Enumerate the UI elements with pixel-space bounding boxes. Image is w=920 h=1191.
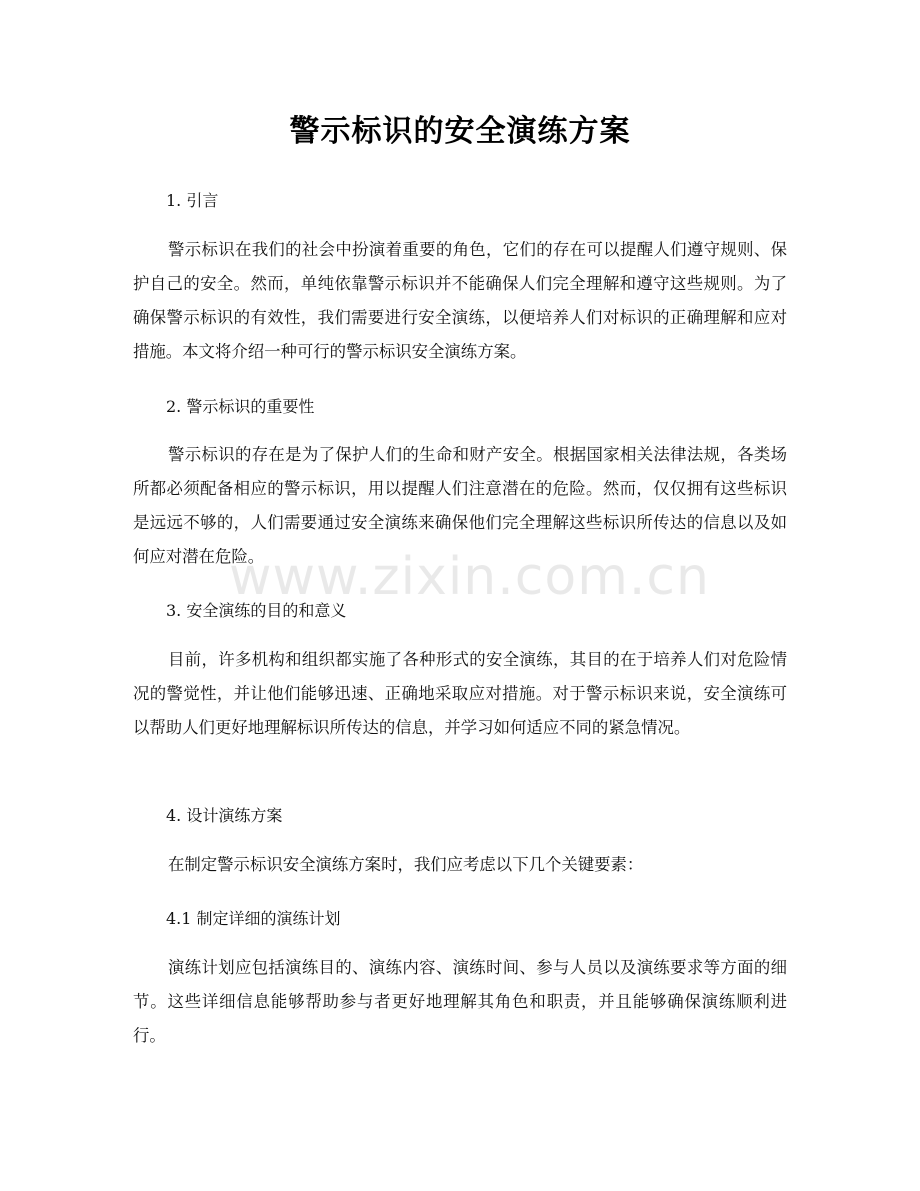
section-heading-introduction: 1. 引言 bbox=[166, 191, 219, 210]
paragraph-introduction: 警示标识在我们的社会中扮演着重要的角色，它们的存在可以提醒人们遵守规则、保护自己的安全。然而，单纯依靠警示标识并不能确保人们完全理解和遵守这些规则。为了确保警示标识的有效性，我们需要进行安全演练，以便培养人们对标识的正确理解和应对措施。本文将介绍一种可行的警示标识安全演练方案。 bbox=[133, 240, 787, 361]
paragraph-plan: 演练计划应包括演练目的、演练内容、演练时间、参与人员以及演练要求等方面的细节。这些详细信息能够帮助参与者更好地理解其角色和职责，并且能够确保演练顺利进行。 bbox=[133, 958, 787, 1045]
section-heading-purpose: 3. 安全演练的目的和意义 bbox=[166, 601, 347, 620]
section-heading-plan: 4.1 制定详细的演练计划 bbox=[166, 909, 341, 928]
paragraph-design: 在制定警示标识安全演练方案时，我们应考虑以下几个关键要素： bbox=[168, 855, 644, 874]
paragraph-importance: 警示标识的存在是为了保护人们的生命和财产安全。根据国家相关法律法规，各类场所都必须配备相应的警示标识，用以提醒人们注意潜在的危险。然而，仅仅拥有这些标识是远远不够的，人们需要通过安全演练来确保他们完全理解这些标识所传达的信息以及如何应对潜在危险。 bbox=[133, 445, 787, 566]
paragraph-purpose: 目前，许多机构和组织都实施了各种形式的安全演练，其目的在于培养人们对危险情况的警觉性，并让他们能够迅速、正确地采取应对措施。对于警示标识来说，安全演练可以帮助人们更好地理解标识所传达的信息，并学习如何适应不同的紧急情况。 bbox=[133, 650, 787, 737]
watermark-text: www.zixin.com.cn bbox=[229, 547, 710, 607]
section-heading-design: 4. 设计演练方案 bbox=[166, 806, 283, 825]
document-title: 警示标识的安全演练方案 bbox=[289, 114, 631, 149]
section-heading-importance: 2. 警示标识的重要性 bbox=[166, 397, 315, 416]
